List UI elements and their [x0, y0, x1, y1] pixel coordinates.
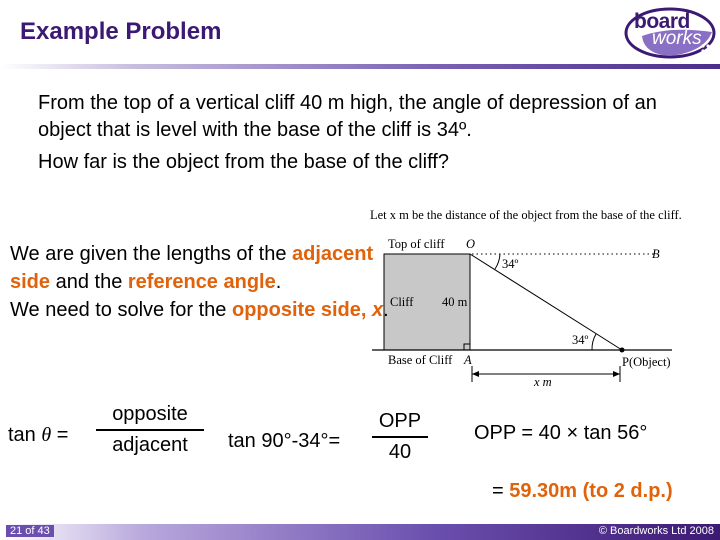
- logo-text-board: board: [634, 10, 690, 33]
- formula-2-denominator: 40: [388, 441, 412, 463]
- formula-1-fraction: [96, 403, 204, 457]
- label-point-p: P(Object): [622, 355, 671, 369]
- page-number: 21 of 43: [6, 525, 54, 537]
- distance-arrowhead-left: [472, 371, 479, 377]
- formula-1-denominator: adjacent: [112, 434, 188, 456]
- copyright: © Boardworks Ltd 2008: [598, 525, 714, 537]
- label-point-a: A: [464, 353, 472, 367]
- formula-3: OPP = 40 × tan 56°: [474, 422, 648, 444]
- label-distance: x m: [534, 375, 552, 388]
- header-divider: [0, 64, 720, 69]
- result-value: 59.30m: [509, 480, 578, 502]
- boardworks-logo: [624, 6, 716, 60]
- problem-statement: From the top of a vertical cliff 40 m high, the angle of depression of an object that is level with the base of the cliff is 34º.: [38, 92, 657, 141]
- given-line-2: We need to solve for the opposite side, x.: [10, 299, 389, 321]
- formula-2-numerator: OPP: [378, 410, 422, 432]
- distance-arrowhead-right: [613, 371, 620, 377]
- label-top-of-cliff: Top of cliff: [388, 237, 445, 251]
- formula-2-lhs: tan 90°-34°=: [228, 430, 341, 452]
- formula-1-fraction-bar: [96, 429, 204, 431]
- label-angle-top: 34º: [502, 257, 519, 271]
- label-height: 40 m: [442, 295, 468, 309]
- label-cliff: Cliff: [390, 295, 414, 309]
- cliff-diagram: [372, 226, 716, 388]
- line-of-sight: [470, 254, 622, 350]
- angle-arc-top: [495, 254, 500, 269]
- point-p-dot: [620, 348, 625, 353]
- formula-1-lhs: tan θ =: [8, 424, 69, 446]
- diagram-note: Let x m be the distance of the object from the base of the cliff.: [370, 208, 682, 222]
- formula-2-fraction-bar: [372, 436, 428, 438]
- given-line-1: We are given the lengths of the adjacent side and the reference angle.: [10, 243, 374, 293]
- logo-text-works: works: [652, 28, 702, 49]
- page-title: Example Problem: [20, 18, 222, 45]
- formula-2-fraction: [372, 410, 428, 464]
- label-angle-bottom: 34º: [572, 333, 589, 347]
- problem-text: [38, 90, 698, 176]
- angle-arc-bottom: [592, 334, 596, 350]
- label-point-o: O: [466, 237, 476, 251]
- formula-1-numerator: opposite: [112, 403, 188, 425]
- problem-question: How far is the object from the base of the cliff?: [38, 151, 449, 173]
- label-base-of-cliff: Base of Cliff: [388, 353, 453, 367]
- formula-3-result: = 59.30m (to 2 d.p.): [492, 480, 673, 502]
- given-text: [10, 240, 390, 324]
- label-point-b: B: [652, 247, 660, 261]
